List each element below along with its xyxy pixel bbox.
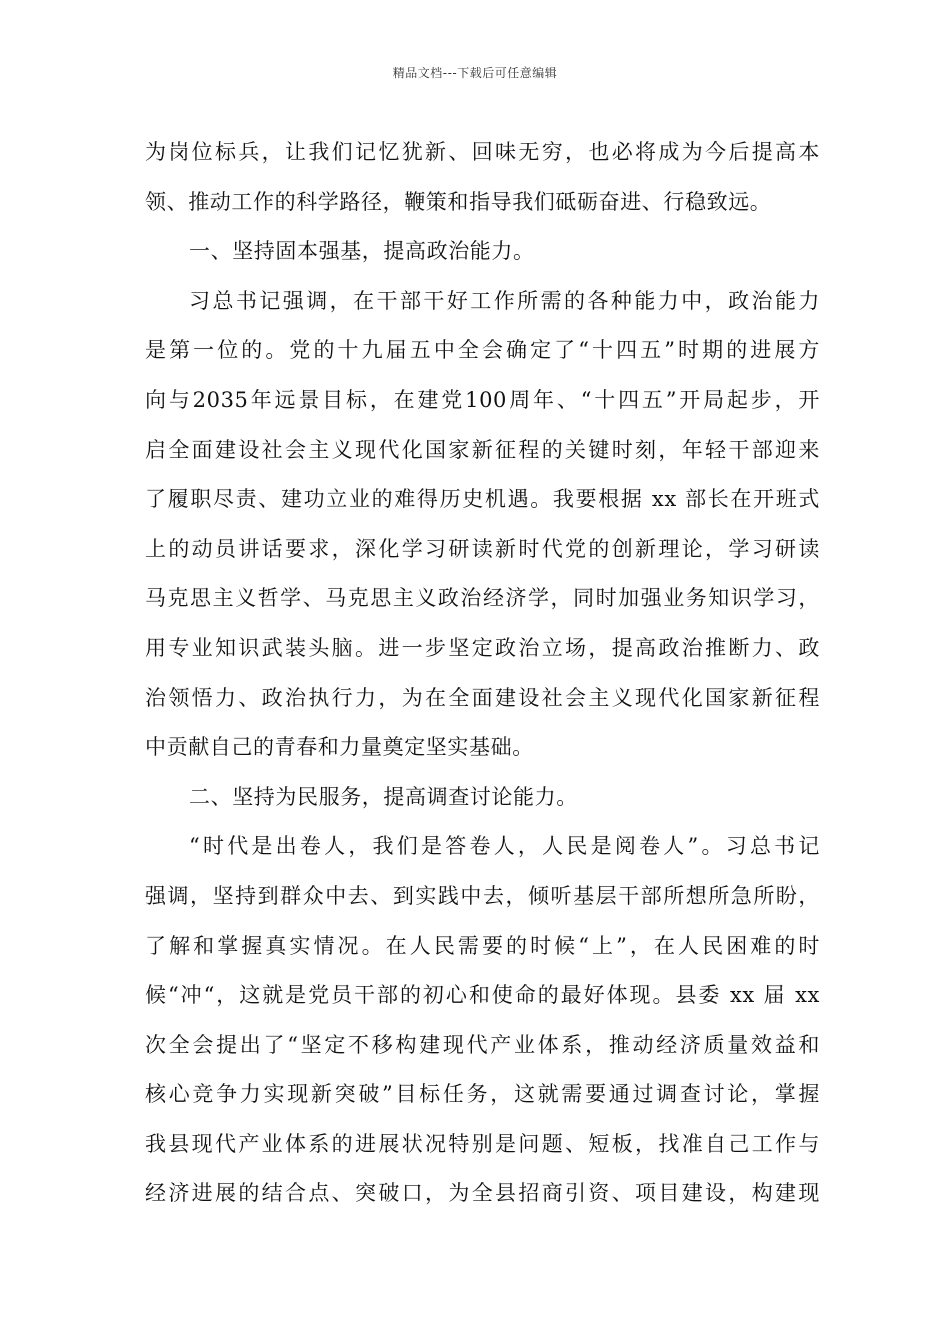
text-line: 强调，坚持到群众中去、到实践中去，倾听基层干部所想所急所盼， <box>145 883 820 908</box>
text-line: 核心竞争力实现新突破”目标任务，这就需要通过调查讨论，掌握 <box>145 1082 820 1107</box>
text-line: 一、坚持固本强基，提高政治能力。 <box>189 239 535 264</box>
text-line: 启全面建设社会主义现代化国家新征程的关键时刻，年轻干部迎来 <box>145 437 820 462</box>
text-line: 治领悟力、政治执行力，为在全面建设社会主义现代化国家新征程 <box>145 685 820 710</box>
document-body <box>145 128 820 1219</box>
text-line: 是第一位的。党的十九届五中全会确定了“十四五”时期的进展方 <box>145 338 820 363</box>
text-line: 经济进展的结合点、突破口，为全县招商引资、项目建设，构建现 <box>145 1181 820 1206</box>
text-line: 向与2035年远景目标，在建党100周年、“十四五”开局起步，开 <box>145 387 820 412</box>
text-line: “时代是出卷人，我们是答卷人，人民是阅卷人”。习总书记 <box>189 834 820 859</box>
text-line: 为岗位标兵，让我们记忆犹新、回味无穷，也必将成为今后提高本 <box>145 140 820 164</box>
page-header: 精品文档---下载后可任意编辑 <box>392 66 558 80</box>
text-line: 候“冲“，这就是党员干部的初心和使命的最好体现。县委 xx 届 xx <box>145 983 820 1008</box>
text-line: 次全会提出了“坚定不移构建现代产业体系，推动经济质量效益和 <box>145 1032 820 1057</box>
text-line: 习总书记强调，在干部干好工作所需的各种能力中，政治能力 <box>189 288 820 313</box>
text-line: 中贡献自己的青春和力量奠定坚实基础。 <box>145 735 534 760</box>
text-line: 二、坚持为民服务，提高调查讨论能力。 <box>189 784 578 809</box>
text-line: 领、推动工作的科学路径，鞭策和指导我们砥砺奋进、行稳致远。 <box>145 189 772 214</box>
text-line: 马克思主义哲学、马克思主义政治经济学，同时加强业务知识学习， <box>145 586 820 611</box>
text-line: 了解和掌握真实情况。在人民需要的时候“上”，在人民困难的时 <box>145 933 820 958</box>
text-line: 我县现代产业体系的进展状况特别是问题、短板，找准自己工作与 <box>145 1131 820 1156</box>
text-line: 上的动员讲话要求，深化学习研读新时代党的创新理论，学习研读 <box>145 536 820 561</box>
text-line: 了履职尽责、建功立业的难得历史机遇。我要根据 xx 部长在开班式 <box>145 487 820 512</box>
text-line: 用专业知识武装头脑。进一步坚定政治立场，提高政治推断力、政 <box>145 635 820 660</box>
